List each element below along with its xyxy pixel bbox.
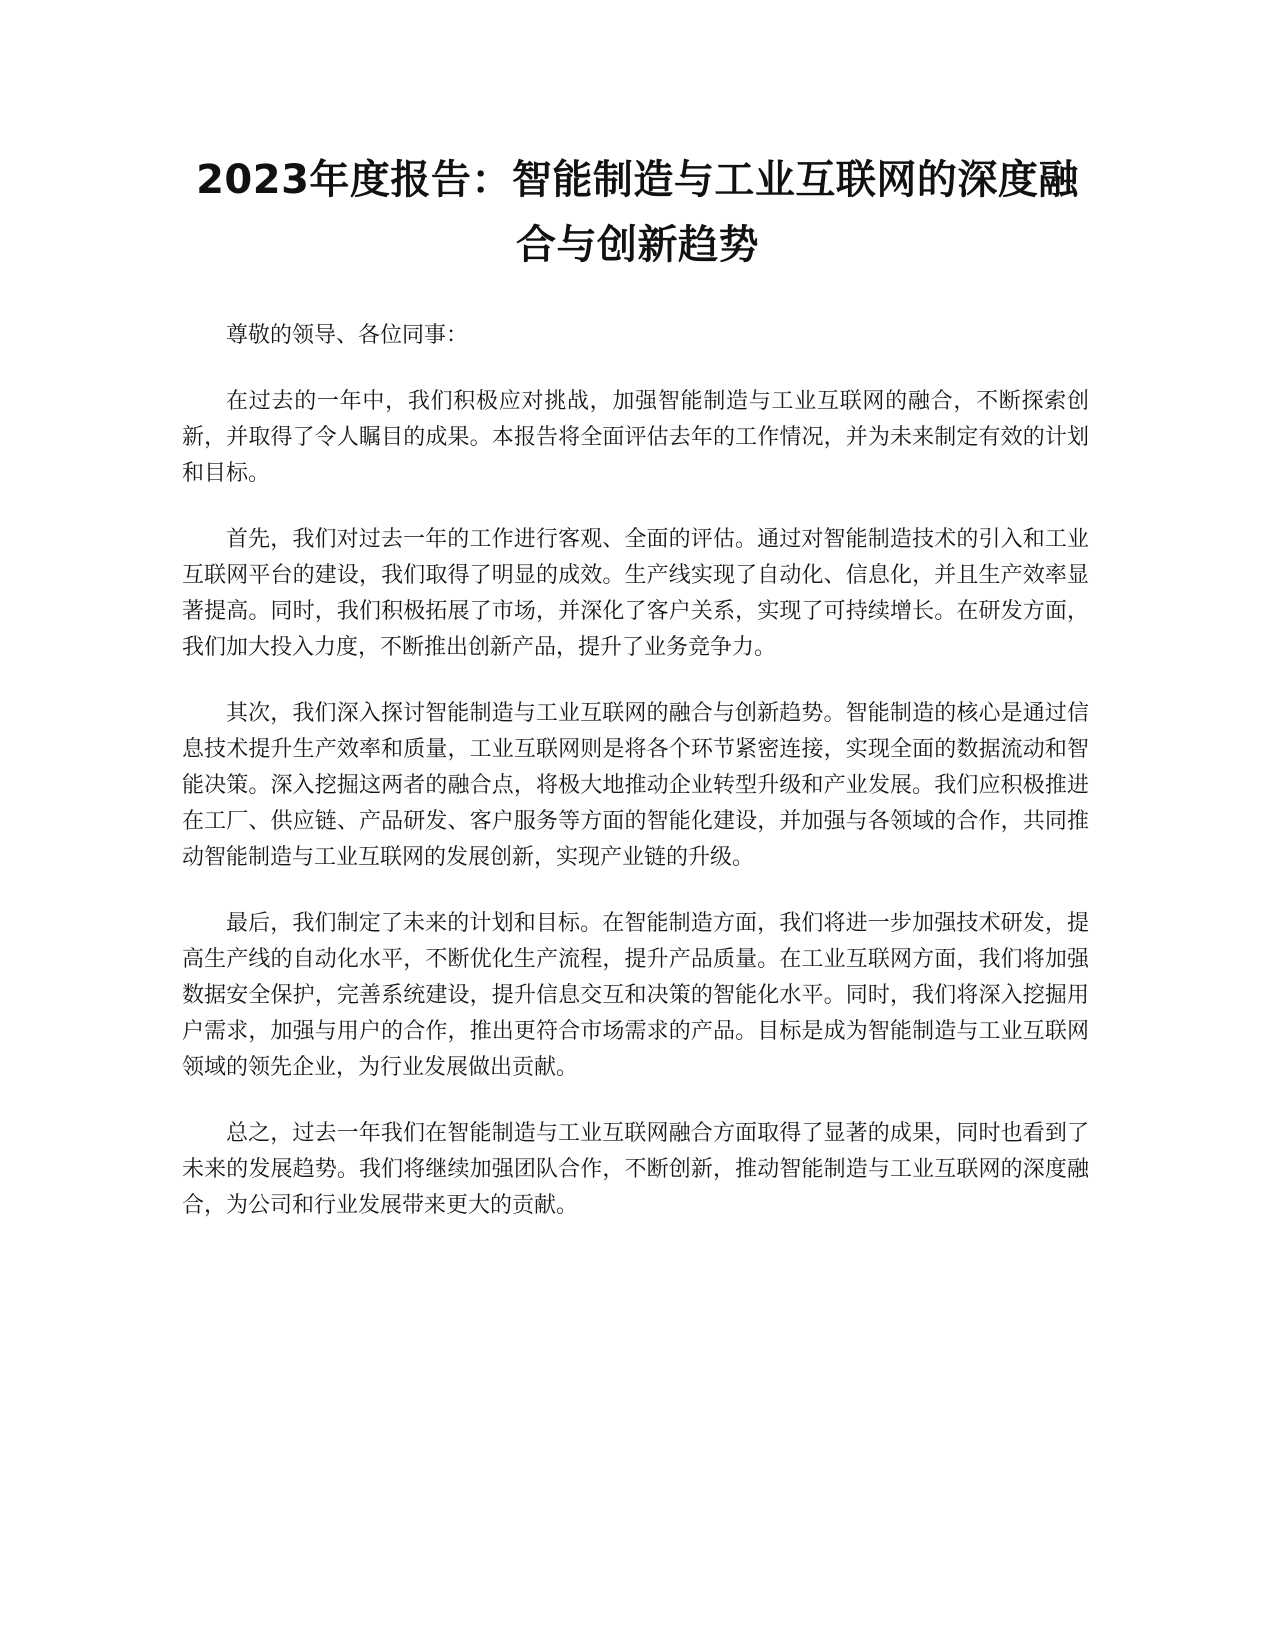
conclusion-paragraph: 总之，过去一年我们在智能制造与工业互联网融合方面取得了显著的成果，同时也看到了未来的发展趋势。我们将继续加强团队合作，不断创新，推动智能制造与工业互联网的深度融合，为公司和行业发展带来更大的贡献。 bbox=[182, 1121, 1089, 1218]
intro-paragraph: 在过去的一年中，我们积极应对挑战，加强智能制造与工业互联网的融合，不断探索创新，并取得了令人瞩目的成果。本报告将全面评估去年的工作情况，并为未来制定有效的计划和目标。 bbox=[182, 389, 1089, 486]
document-title: 2023年度报告：智能制造与工业互联网的深度融合与创新趋势 bbox=[196, 157, 1079, 268]
evaluation-paragraph: 首先，我们对过去一年的工作进行客观、全面的评估。通过对智能制造技术的引入和工业互联网平台的建设，我们取得了明显的成效。生产线实现了自动化、信息化，并且生产效率显著提高。同时，我们积极拓展了市场，并深化了客户关系，实现了可持续增长。在研发方面，我们加大投入力度，不断推出创新产品，提升了业务竞争力。 bbox=[182, 527, 1089, 660]
document-body bbox=[182, 318, 1089, 1254]
salutation-paragraph: 尊敬的领导、各位同事： bbox=[226, 323, 469, 348]
trend-paragraph: 其次，我们深入探讨智能制造与工业互联网的融合与创新趋势。智能制造的核心是通过信息技术提升生产效率和质量，工业互联网则是将各个环节紧密连接，实现全面的数据流动和智能决策。深入挖掘这两者的融合点，将极大地推动企业转型升级和产业发展。我们应积极推进在工厂、供应链、产品研发、客户服务等方面的智能化建设，并加强与各领域的合作，共同推动智能制造与工业互联网的发展创新，实现产业链的升级。 bbox=[182, 701, 1089, 870]
plan-paragraph: 最后，我们制定了未来的计划和目标。在智能制造方面，我们将进一步加强技术研发，提高生产线的自动化水平，不断优化生产流程，提升产品质量。在工业互联网方面，我们将加强数据安全保护，完善系统建设，提升信息交互和决策的智能化水平。同时，我们将深入挖掘用户需求，加强与用户的合作，推出更符合市场需求的产品。目标是成为智能制造与工业互联网领域的领先企业，为行业发展做出贡献。 bbox=[182, 911, 1089, 1080]
